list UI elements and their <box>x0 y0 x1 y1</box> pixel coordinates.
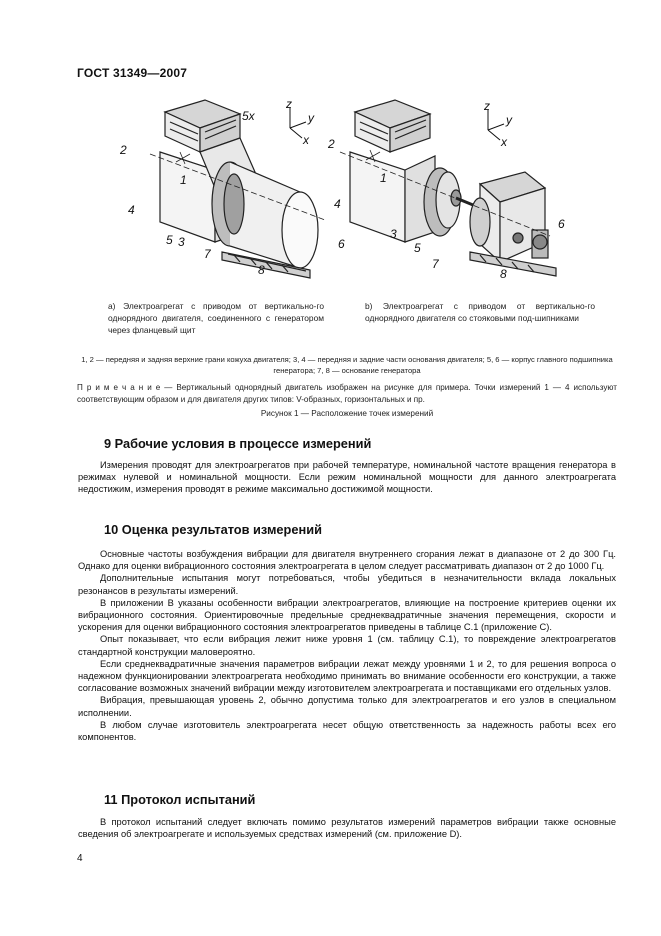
label-3-b: 3 <box>390 227 397 241</box>
section-10-heading: 10 Оценка результатов измерений <box>104 522 322 537</box>
label-5x-a: 5x <box>242 109 255 123</box>
label-5-b: 5 <box>414 241 421 255</box>
paragraph: В любом случае изготовитель электроагрегата несет общую ответственность за надежность работы всех его компонентов. <box>78 719 616 743</box>
axis-y-label-a: y <box>308 111 314 125</box>
axis-z-label-b: z <box>484 99 490 113</box>
label-7-b: 7 <box>432 257 439 271</box>
figure-caption-b: b) Электроагрегат с приводом от вертикально-го однорядного двигателя со стояковыми под-шипниками <box>365 301 595 323</box>
section-11-body <box>78 816 616 840</box>
paragraph: В приложении В указаны особенности вибрации электроагрегатов, влияющие на построение критериев оценки их вибрационного состояния. Ориентировочные предельные среднеквадратичные значения перемещения, скорости и ускорения для оценки вибрационного состояния электроагрегатов приведены в таблице С.1 (приложение С). <box>78 597 616 633</box>
label-4-b: 4 <box>334 197 341 211</box>
section-10-body <box>78 548 616 743</box>
figure-title: Рисунок 1 — Расположение точек измерений <box>260 409 434 418</box>
label-8-a: 8 <box>258 263 265 277</box>
page-number: 4 <box>77 853 83 864</box>
paragraph: Основные частоты возбуждения вибрации для двигателя внутреннего сгорания лежат в диапазоне от 2 до 300 Гц. Однако для оценки вибрационного состояния электроагрегата в целом следует рассматривать диапазон от 2 до 1000 Гц. <box>78 549 616 572</box>
section-9-heading: 9 Рабочие условия в процессе измерений <box>104 436 372 451</box>
axis-z-label-a: z <box>286 97 292 111</box>
figure-panel-a <box>110 92 350 282</box>
axis-x-label-b: x <box>501 135 507 149</box>
label-7-a: 7 <box>204 247 211 261</box>
label-1-a: 1 <box>180 173 187 187</box>
label-5-a: 5 <box>166 233 173 247</box>
label-6-b: 6 <box>558 217 565 231</box>
paragraph: Вибрация, превышающая уровень 2, обычно допустима только для электроагрегатов и его узлов в специальном исполнении. <box>78 695 616 718</box>
label-2-b: 2 <box>328 137 335 151</box>
paragraph: Измерения проводят для электроагрегатов при рабочей температуре, номинальной частоте вращения генератора в режимах нулевой и номинальной мощности. Если режим номинальной мощности для данного электроагрегата недостижим, измерения проводят в режиме максимально достижимой мощности. <box>78 460 616 495</box>
figure-panel-b <box>320 92 580 282</box>
figure-caption-a: a) Электроагрегат с приводом от вертикально-го однорядного двигателя, соединенного с генератором через фланцевый щит <box>108 301 324 335</box>
paragraph: В протокол испытаний следует включать помимо результатов измерений параметров вибрации также основные сведения об электроагрегате и используемых средствах измерений (см. приложение D). <box>78 817 616 840</box>
label-8-b: 8 <box>500 267 507 281</box>
document-header: ГОСТ 31349—2007 <box>77 66 188 80</box>
section-9-body <box>78 459 616 496</box>
label-6-a: 6 <box>338 237 345 251</box>
paragraph: Опыт показывает, что если вибрация лежит ниже уровня 1 (см. таблицу С.1), то повреждение электроагрегатов стандартной конструкции маловероятно. <box>78 634 616 657</box>
paragraph: Если среднеквадратичные значения параметров вибрации лежат между уровнями 1 и 2, то для решения вопроса о надежном функционировании электроагрегата необходимо принимать во внимание особенности его конструкции, а также согласование возможных значений вибрации между изготовителем электроагрегата и поставщиками его отдельных узлов. <box>78 658 616 694</box>
label-1-b: 1 <box>380 171 387 185</box>
section-11-heading: 11 Протокол испытаний <box>104 792 256 807</box>
paragraph: Дополнительные испытания могут потребоваться, чтобы убедиться в незначительности вклада локальных резонансов в результаты измерений. <box>78 573 616 596</box>
axis-x-label-a: x <box>303 133 309 147</box>
label-3-a: 3 <box>178 235 185 249</box>
figure-note: П р и м е ч а н и е — Вертикальный однорядный двигатель изображен на рисунке для примера. Точки измерений 1 — 4 используют соответствующим образом и для двигателя других типов: V-образных, горизонтальных и пр. <box>77 383 617 404</box>
label-2-a: 2 <box>120 143 127 157</box>
label-4-a: 4 <box>128 203 135 217</box>
axis-y-label-b: y <box>506 113 512 127</box>
figure-legend: 1, 2 — передняя и задняя верхние грани кожуха двигателя; 3, 4 — передняя и задние части основания двигателя; 5, 6 — корпус главного подшипника генератора; 7, 8 — основание генератора <box>81 355 613 375</box>
